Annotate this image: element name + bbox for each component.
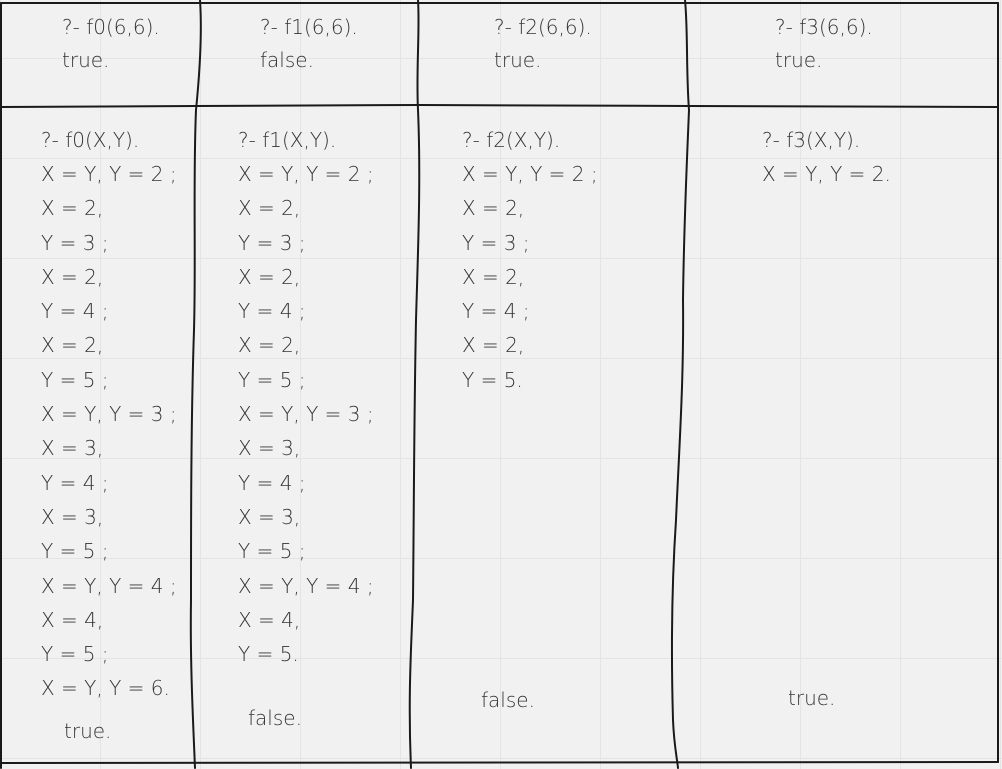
solution-line: Y = 4 ; [462,299,530,324]
f1-open-query: ?- f1(X,Y). [238,128,337,152]
solution-line: X = 3, [41,504,104,529]
solution-line: Y = 5. [238,642,299,667]
f1-solutions-list [238,162,374,676]
f2-ground-result: true. [494,48,542,72]
solution-line: X = 2, [41,264,104,289]
column-divider-3 [672,0,689,768]
solution-line: Y = 5 ; [238,539,306,564]
f3-final-result: true. [788,686,836,710]
solution-line: Y = 4 ; [41,299,109,324]
solution-line: Y = 4 ; [238,470,306,495]
f1-final-result: false. [248,706,302,730]
solution-line: X = Y, Y = 6. [41,676,170,701]
table-bottom-border [1,762,998,763]
f3-solutions-list [762,162,891,196]
f2-ground-query: ?- f2(6,6). [494,15,592,39]
solution-line: X = Y, Y = 2 ; [462,162,598,186]
solution-line: X = 2, [41,196,104,221]
f0-ground-query: ?- f0(6,6). [62,15,160,39]
solution-line: Y = 3 ; [462,230,530,255]
solution-line: X = Y, Y = 4 ; [238,573,374,598]
solution-line: X = 4, [41,607,104,632]
f2-solutions-list [462,162,598,402]
solution-line: Y = 5 ; [238,367,306,392]
solution-line: X = Y, Y = 3 ; [238,402,374,427]
f0-solutions-list [41,162,177,711]
f3-open-query: ?- f3(X,Y). [762,128,861,152]
solution-line: X = 2, [238,264,301,289]
solution-line: X = 2, [462,333,525,358]
solution-line: X = 3, [238,504,301,529]
solution-line: X = 3, [238,436,301,461]
solution-line: X = 3, [41,436,104,461]
solution-line: X = Y, Y = 2 ; [41,162,177,186]
solution-line: X = 2, [41,333,104,358]
f2-final-result: false. [481,688,535,712]
f0-ground-result: true. [62,48,110,72]
solution-line: X = Y, Y = 2. [762,162,891,186]
column-divider-2 [410,0,420,768]
f1-ground-result: false. [260,48,314,72]
f3-ground-result: true. [775,48,823,72]
f1-ground-query: ?- f1(6,6). [260,15,358,39]
solution-line: X = Y, Y = 4 ; [41,573,177,598]
solution-line: X = 2, [238,333,301,358]
solution-line: X = Y, Y = 2 ; [238,162,374,186]
solution-line: Y = 3 ; [238,230,306,255]
solution-line: Y = 4 ; [41,470,109,495]
solution-line: Y = 4 ; [238,299,306,324]
solution-line: X = 2, [238,196,301,221]
f0-open-query: ?- f0(X,Y). [41,128,140,152]
solution-line: Y = 5 ; [41,642,109,667]
solution-line: X = 2, [462,264,525,289]
solution-line: Y = 5 ; [41,539,109,564]
solution-line: Y = 5 ; [41,367,109,392]
header-row-divider [1,105,998,107]
f2-open-query: ?- f2(X,Y). [462,128,561,152]
solution-line: Y = 3 ; [41,230,109,255]
f3-ground-query: ?- f3(6,6). [775,15,873,39]
solution-line: X = 4, [238,607,301,632]
solution-line: Y = 5. [462,367,523,392]
solution-line: X = 2, [462,196,525,221]
solution-line: X = Y, Y = 3 ; [41,402,177,427]
column-divider-1 [191,0,201,768]
f0-final-result: true. [64,719,112,743]
